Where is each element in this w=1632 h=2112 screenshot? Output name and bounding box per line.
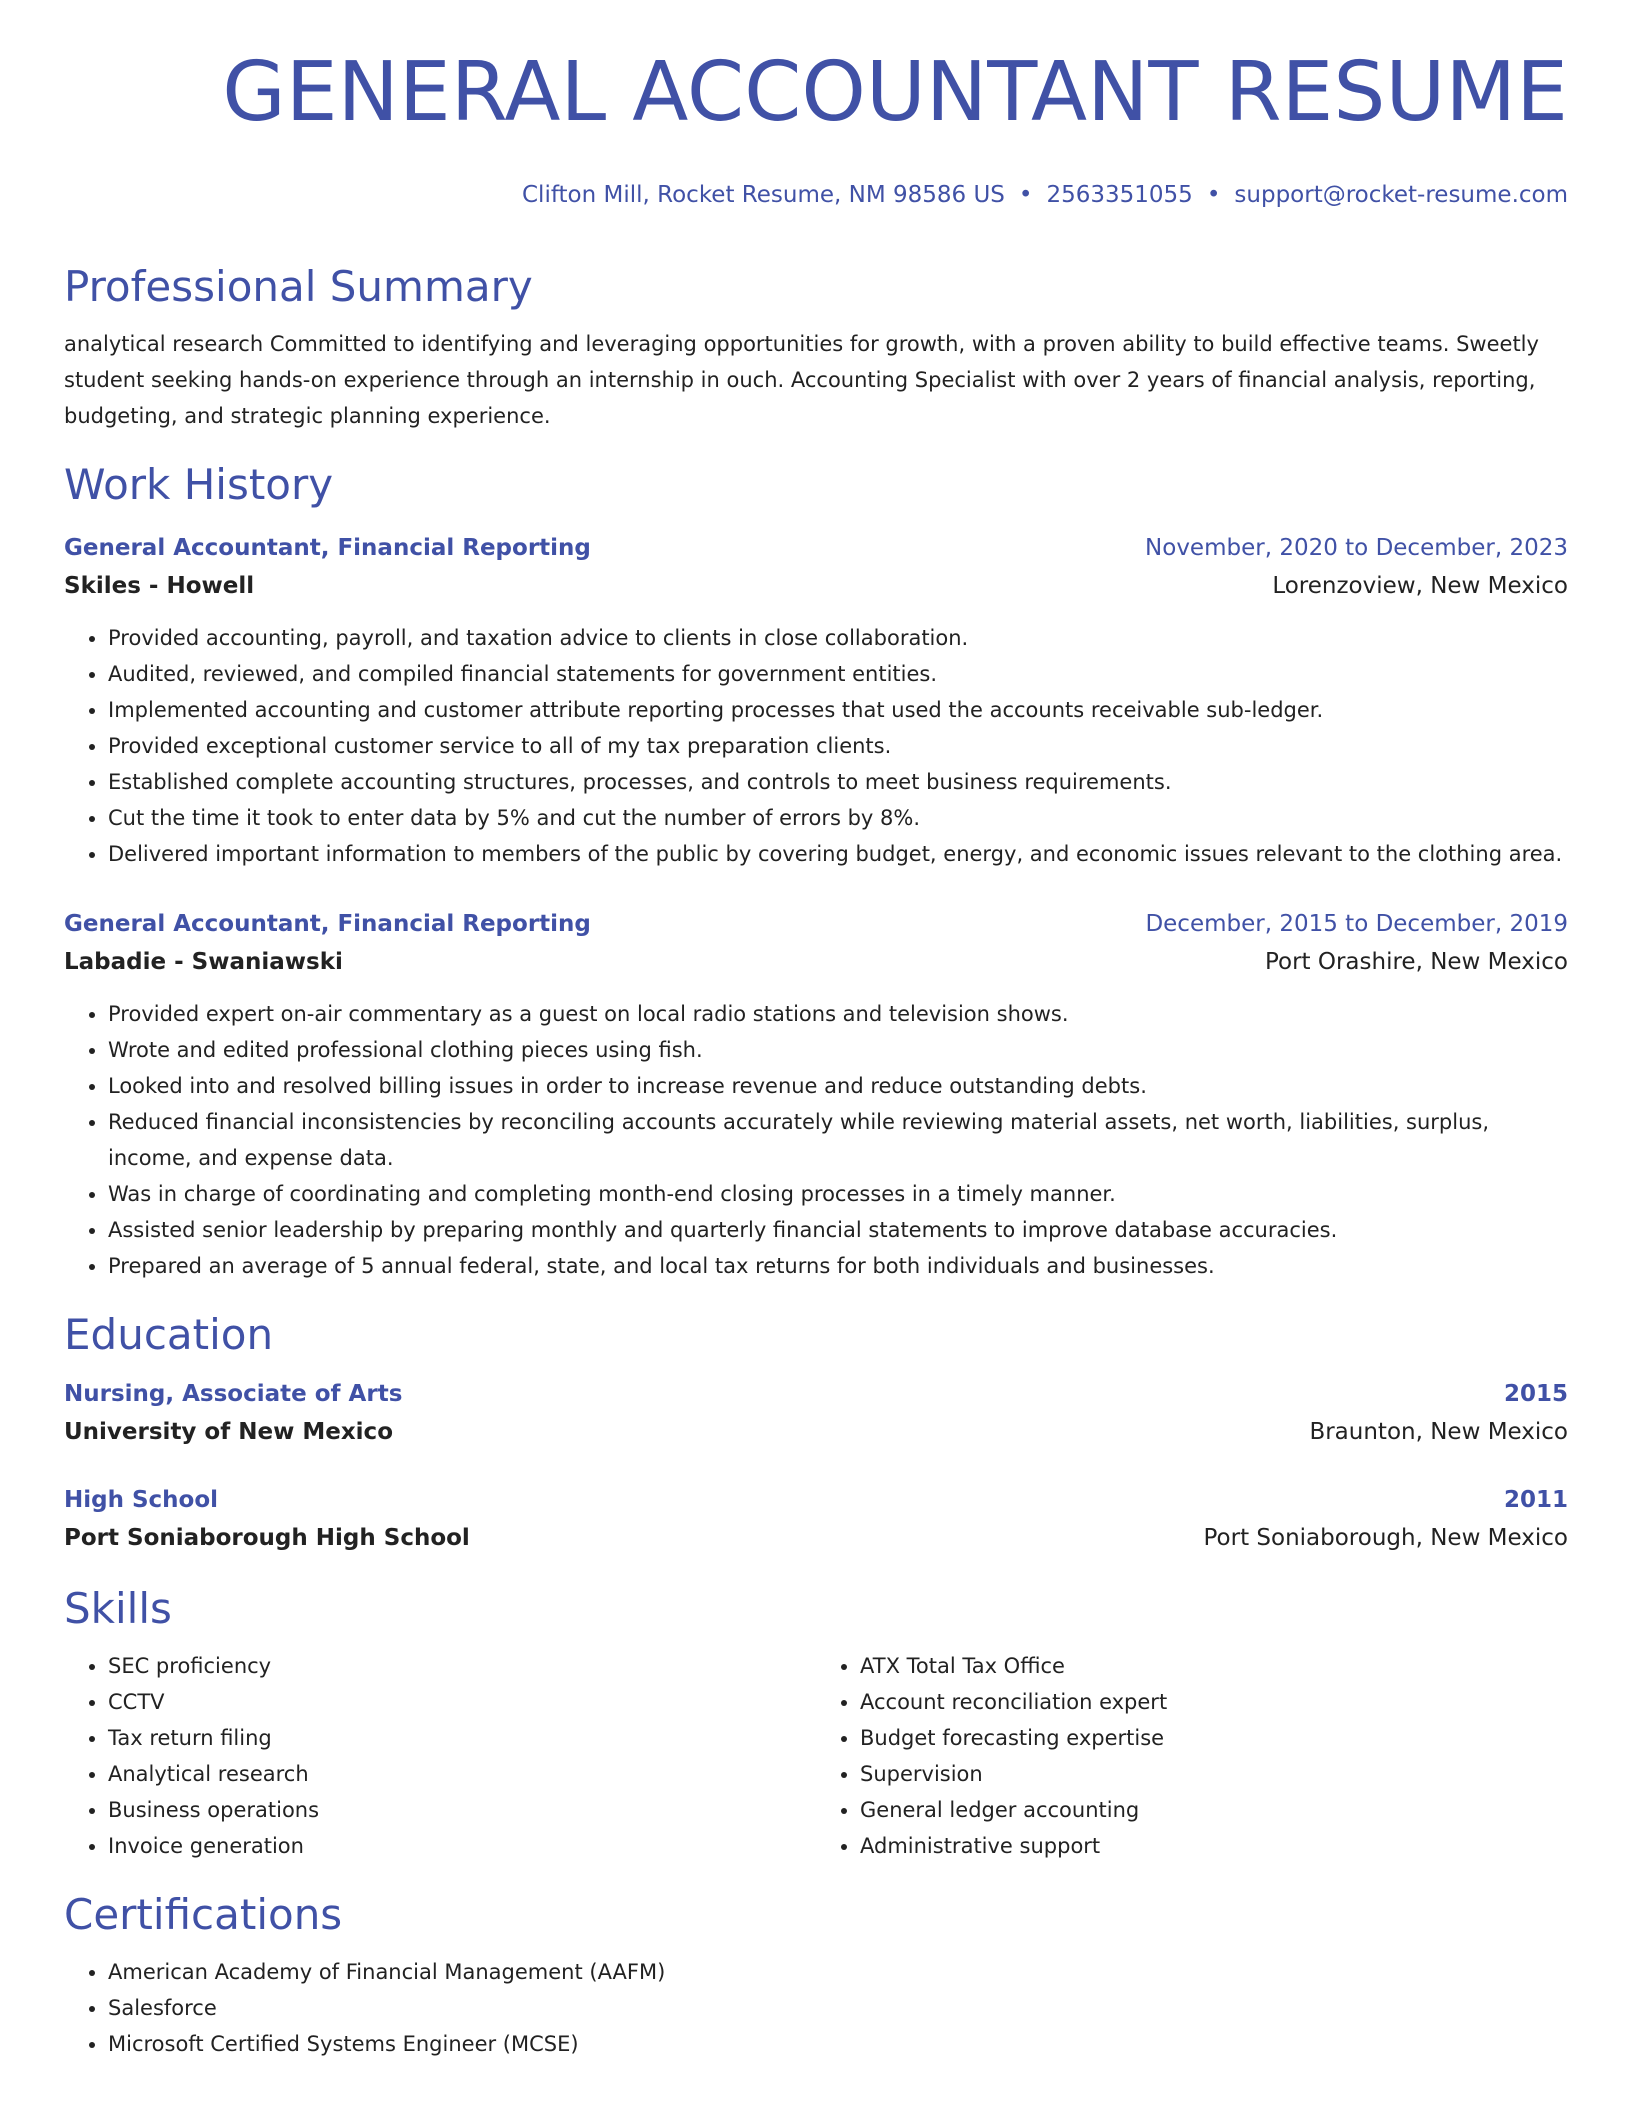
job-bullets (64, 620, 1568, 872)
education-subheader (64, 1412, 1568, 1452)
contact-line (522, 182, 1568, 208)
skill-item: • Analytical research (108, 1756, 816, 1792)
job-company: Skiles - Howell (64, 573, 255, 599)
job-bullet: • Provided exceptional customer service to all of my tax preparation clients. (108, 728, 1568, 764)
section-heading-skills: Skills (64, 1584, 172, 1633)
skills-columns (64, 1648, 1568, 1864)
job-bullet: • Provided accounting, payroll, and taxation advice to clients in close collaboration. (108, 620, 1568, 656)
certification-item: • Microsoft Certified Systems Engineer (MCSE) (108, 2026, 1568, 2062)
contact-separator: • (1018, 182, 1033, 208)
education-header (64, 1376, 1568, 1412)
skill-item: • Administrative support (860, 1828, 1568, 1864)
skill-item: • Budget forecasting expertise (860, 1720, 1568, 1756)
job-title: General Accountant, Financial Reporting (64, 911, 591, 937)
skills-list-right (816, 1648, 1568, 1864)
job-bullet: • Established complete accounting structures, processes, and controls to meet business requirements. (108, 764, 1568, 800)
certifications-list (64, 1954, 1568, 2062)
education-year: 2011 (1503, 1487, 1568, 1513)
work-history-section (64, 460, 1568, 1284)
contact-phone: 2563351055 (1046, 182, 1193, 208)
job-company: Labadie - Swaniawski (64, 949, 343, 975)
skill-item: • Business operations (108, 1792, 816, 1828)
job-bullet: • Implemented accounting and customer attribute reporting processes that used the accounts receivable sub-ledger. (108, 692, 1568, 728)
job-bullet: • Provided expert on-air commentary as a guest on local radio stations and television shows. (108, 996, 1568, 1032)
professional-summary-section (64, 262, 1568, 434)
job-location: Port Orashire, New Mexico (1264, 949, 1568, 975)
job-dates: November, 2020 to December, 2023 (1145, 535, 1568, 561)
education-location: Braunton, New Mexico (1309, 1419, 1568, 1445)
job-bullet: • Delivered important information to members of the public by covering budget, energy, and economic issues relevant to the clothing area. (108, 836, 1568, 872)
job-entry (64, 906, 1568, 1284)
contact-email[interactable]: support@rocket-resume.com (1234, 182, 1568, 208)
job-bullet: • Was in charge of coordinating and completing month-end closing processes in a timely manner. (108, 1176, 1568, 1212)
resume-content (64, 262, 1568, 2062)
education-year: 2015 (1503, 1381, 1568, 1407)
skill-item: • General ledger accounting (860, 1792, 1568, 1828)
job-entry (64, 530, 1568, 872)
summary-text: analytical research Committed to identifying and leveraging opportunities for growth, with a proven ability to build effective teams. Sweetly student seeking hands-on experience through an internship in ouch. Accounting Specialist with over 2 years of financial analysis, reporting, budgeting, and strategic planning experience. (64, 332, 1539, 428)
job-bullet: • Assisted senior leadership by preparing monthly and quarterly financial statements to improve database accuracies. (108, 1212, 1568, 1248)
contact-separator: • (1206, 182, 1221, 208)
job-subheader (64, 566, 1568, 606)
contact-address: Clifton Mill, Rocket Resume, NM 98586 US (522, 182, 1005, 208)
skills-list-left (64, 1648, 816, 1864)
skill-item: • ATX Total Tax Office (860, 1648, 1568, 1684)
job-bullet: • Wrote and edited professional clothing pieces using fish. (108, 1032, 1568, 1068)
job-bullet: • Reduced financial inconsistencies by reconciling accounts accurately while reviewing material assets, net worth, liabilities, surplus, income, and expense data. (108, 1104, 1568, 1176)
job-title: General Accountant, Financial Reporting (64, 535, 591, 561)
certification-item: • Salesforce (108, 1990, 1568, 2026)
certification-item: • American Academy of Financial Management (AAFM) (108, 1954, 1568, 1990)
job-bullet: • Cut the time it took to enter data by 5% and cut the number of errors by 8%. (108, 800, 1568, 836)
education-entry (64, 1376, 1568, 1452)
resume-title: GENERAL ACCOUNTANT RESUME (222, 45, 1568, 140)
skill-item: • SEC proficiency (108, 1648, 816, 1684)
skill-item: • Supervision (860, 1756, 1568, 1792)
section-heading-education: Education (64, 1310, 274, 1359)
education-subheader (64, 1518, 1568, 1558)
job-bullets (64, 996, 1568, 1284)
job-bullet: • Looked into and resolved billing issues in order to increase revenue and reduce outstanding debts. (108, 1068, 1568, 1104)
job-subheader (64, 942, 1568, 982)
section-heading-certifications: Certifications (64, 1890, 343, 1939)
skill-item: • Invoice generation (108, 1828, 816, 1864)
skill-item: • Account reconciliation expert (860, 1684, 1568, 1720)
skills-section (64, 1584, 1568, 1864)
education-location: Port Soniaborough, New Mexico (1203, 1525, 1568, 1551)
job-header (64, 530, 1568, 566)
education-header (64, 1482, 1568, 1518)
job-bullet: • Prepared an average of 5 annual federal, state, and local tax returns for both individuals and businesses. (108, 1248, 1568, 1284)
education-school: University of New Mexico (64, 1419, 393, 1445)
job-location: Lorenzoview, New Mexico (1272, 573, 1568, 599)
job-bullet: • Audited, reviewed, and compiled financial statements for government entities. (108, 656, 1568, 692)
skill-item: • CCTV (108, 1684, 816, 1720)
skill-item: • Tax return filing (108, 1720, 816, 1756)
education-entry (64, 1482, 1568, 1558)
certifications-section (64, 1890, 1568, 2062)
education-section (64, 1310, 1568, 1558)
section-heading-work: Work History (64, 460, 334, 509)
job-header (64, 906, 1568, 942)
education-degree: Nursing, Associate of Arts (64, 1381, 403, 1407)
job-dates: December, 2015 to December, 2019 (1145, 911, 1568, 937)
education-degree: High School (64, 1487, 219, 1513)
section-heading-summary: Professional Summary (64, 262, 533, 311)
education-school: Port Soniaborough High School (64, 1525, 470, 1551)
